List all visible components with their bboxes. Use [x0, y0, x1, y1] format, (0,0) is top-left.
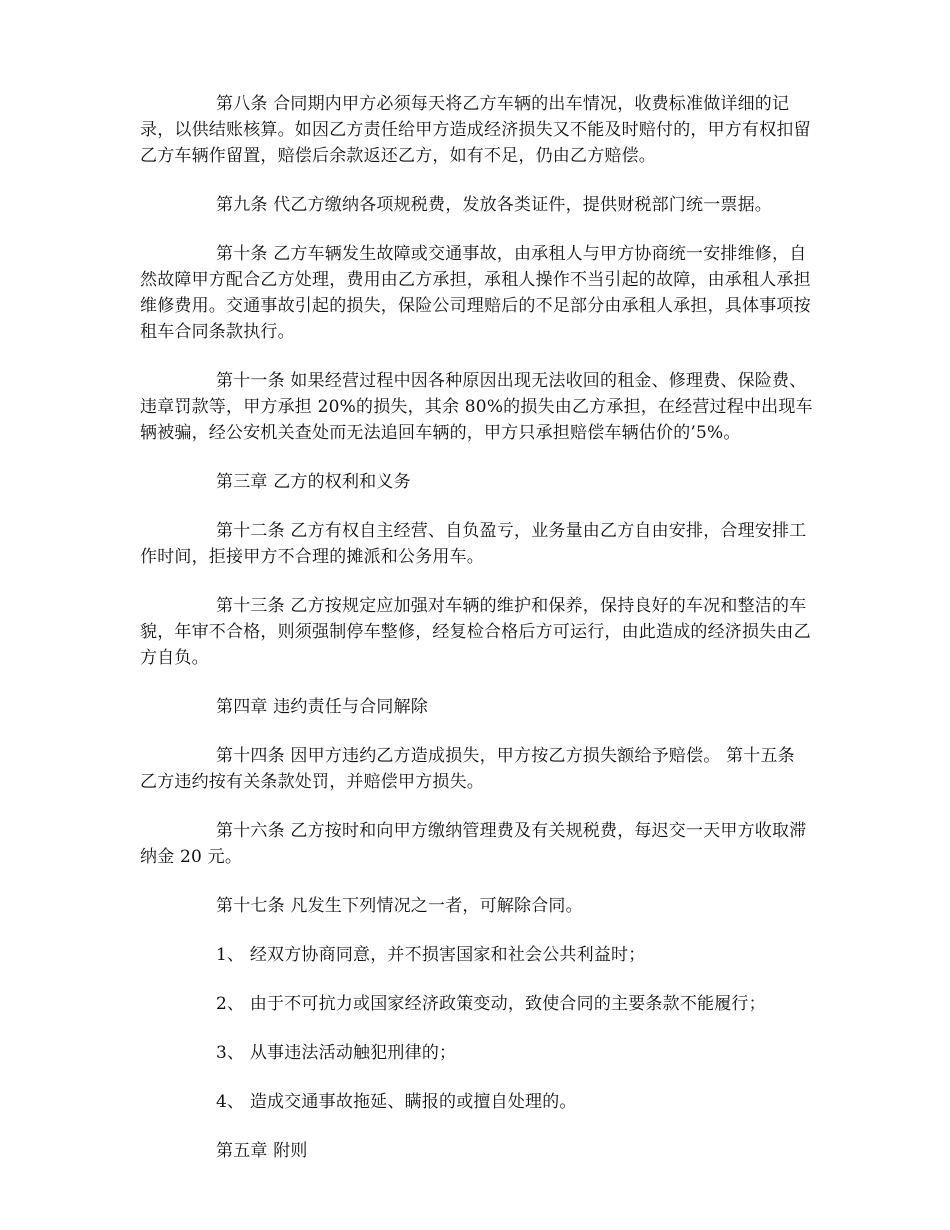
list-item: 2、 由于不可抗力或国家经济政策变动，致使合同的主要条款不能履行； [216, 994, 766, 1014]
article-16-paragraph: 第十六条 乙方按时和向甲方缴纳管理费及有关规税费，每迟交一天甲方收取滞纳金 20 元。 [140, 821, 807, 867]
list-item: 4、 造成交通事故拖延、瞒报的或擅自处理的。 [216, 1092, 577, 1112]
list-item: 3、 从事违法活动触犯刑律的； [216, 1043, 457, 1063]
article-8-paragraph: 第八条 合同期内甲方必须每天将乙方车辆的出车情况，收费标准做详细的记录，以供结账核算。如因乙方责任给甲方造成经济损失又不能及时赔付的，甲方有权扣留乙方车辆作留置，赔偿后余款返还乙方，如有不足，仍由乙方赔偿。 [140, 94, 811, 166]
article-13-paragraph: 第十三条 乙方按规定应加强对车辆的维护和保养，保持良好的车况和整洁的车貌，年审不合格，则须强制停车整修，经复检合格后方可运行，由此造成的经济损失由乙方自负。 [140, 596, 811, 668]
document-body [140, 91, 814, 1187]
article-17-paragraph: 第十七条 凡发生下列情况之一者，可解除合同。 [216, 896, 583, 916]
list-item: 1、 经双方协商同意，并不损害国家和社会公共利益时； [216, 945, 646, 965]
article-11-paragraph: 第十一条 如果经营过程中因各种原因出现无法收回的租金、修理费、保险费、违章罚款等，甲方承担 20%的损失，其余 80%的损失由乙方承担，在经营过程中出现车辆被骗，经公安机关查处而无法追回车辆的，甲方只承担赔偿车辆估价的’5%。 [140, 371, 813, 443]
chapter-3-heading: 第三章 乙方的权利和义务 [216, 472, 411, 492]
article-12-paragraph: 第十二条 乙方有权自主经营、自负盈亏，业务量由乙方自由安排，合理安排工作时间，拒接甲方不合理的摊派和公务用车。 [140, 521, 807, 567]
chapter-5-heading: 第五章 附则 [216, 1141, 308, 1161]
chapter-4-heading: 第四章 违约责任与合同解除 [216, 697, 429, 717]
article-9-paragraph: 第九条 代乙方缴纳各项规税费，发放各类证件，提供财税部门统一票据。 [216, 195, 773, 215]
article-10-paragraph: 第十条 乙方车辆发生故障或交通事故，由承租人与甲方协商统一安排维修，自然故障甲方配合乙方处理，费用由乙方承担，承租人操作不当引起的故障，由承租人承担维修费用。交通事故引起的损失，保险公司理赔后的不足部分由承租人承担，具体事项按租车合同条款执行。 [140, 244, 811, 342]
article-14-15-paragraph: 第十四条 因甲方违约乙方造成损失，甲方按乙方损失额给予赔偿。 第十五条 乙方违约按有关条款处罚，并赔偿甲方损失。 [140, 746, 795, 792]
